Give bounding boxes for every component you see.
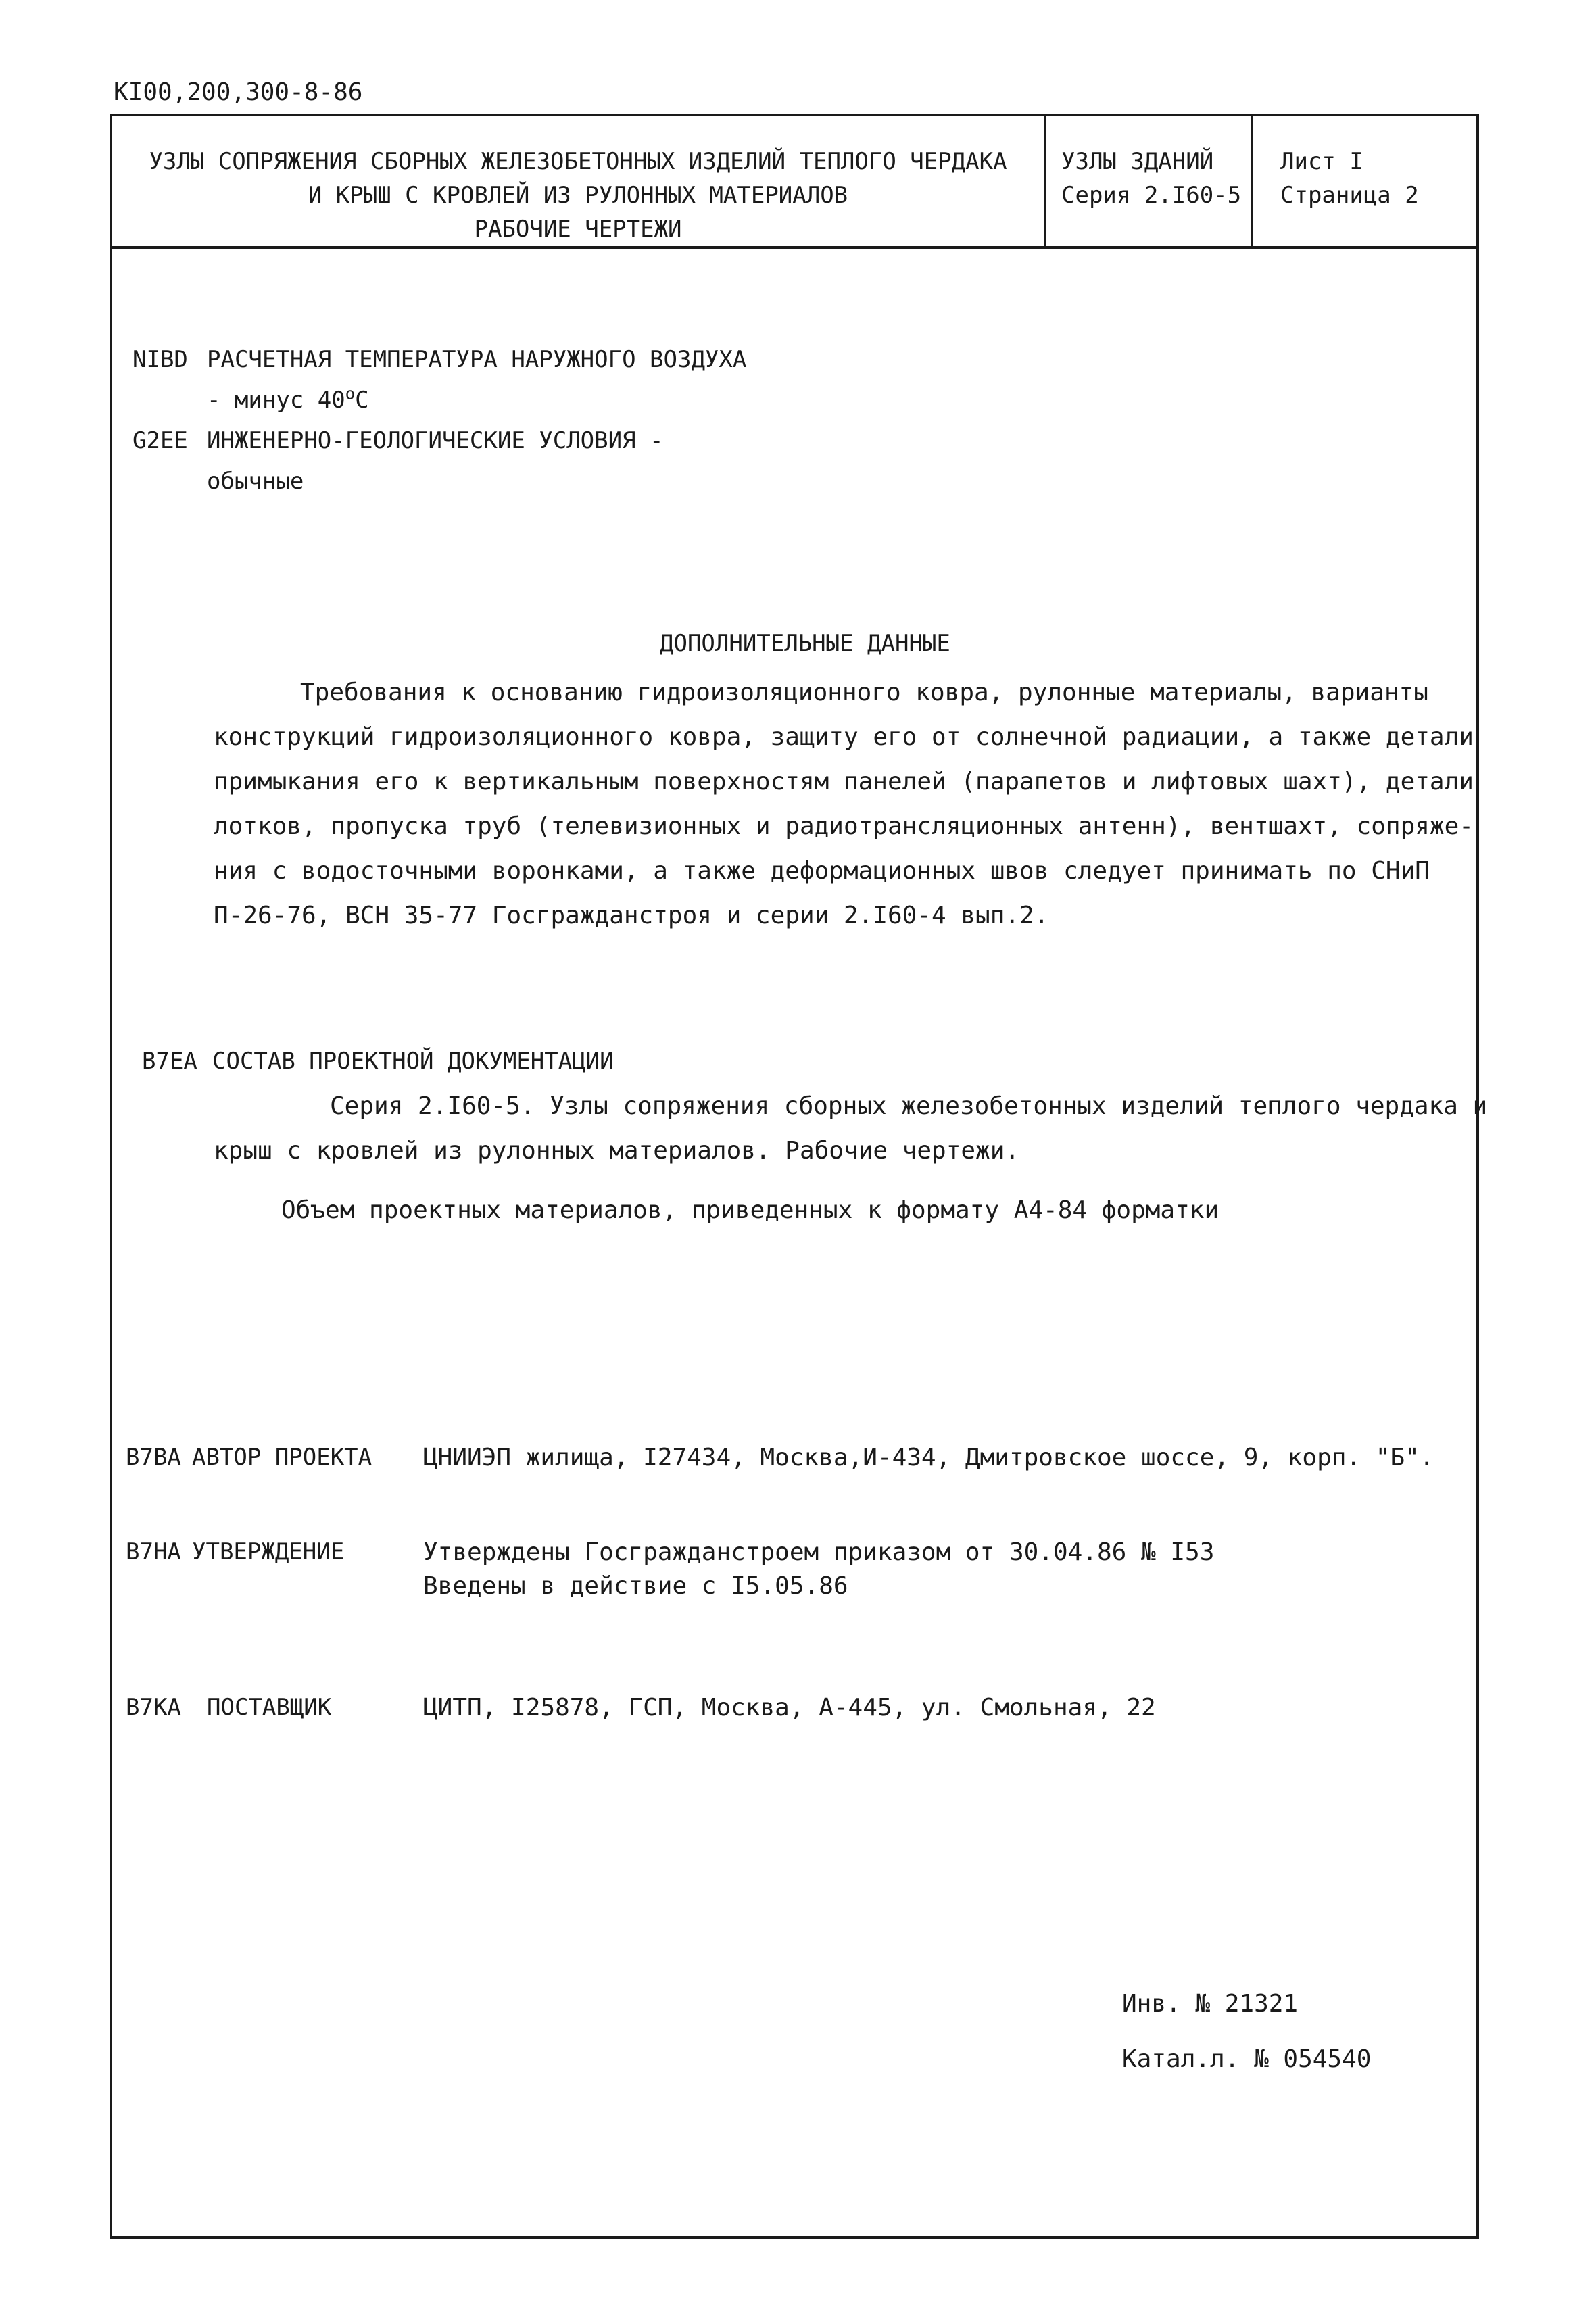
additional-heading: ДОПОЛНИТЕЛЬНЫЕ ДАННЫЕ (660, 630, 950, 657)
inventory-number: Инв. № 21321 (1122, 1990, 1299, 2018)
series-line: Серия 2.I60-5 (1061, 182, 1242, 209)
document-code: КI00,200,300-8-86 (114, 78, 363, 106)
additional-line: Требования к основанию гидроизоляционного ковра, рулонные материалы, варианты (300, 679, 1428, 706)
approval-code: B7HA (126, 1538, 181, 1565)
approval-line: Введены в действие с I5.05.86 (423, 1572, 848, 1600)
composition-code: B7EA (142, 1048, 197, 1075)
climate-label: РАСЧЕТНАЯ ТЕМПЕРАТУРА НАРУЖНОГО ВОЗДУХА (207, 346, 747, 373)
composition-line: Серия 2.I60-5. Узлы сопряжения сборных железобетонных изделий теплого чердака и (330, 1092, 1488, 1120)
title-block (112, 116, 1476, 249)
additional-line: примыкания его к вертикальным поверхностям панелей (парапетов и лифтовых шахт), детали (214, 768, 1474, 796)
geology-label: ИНЖЕНЕРНО-ГЕОЛОГИЧЕСКИЕ УСЛОВИЯ - (207, 427, 664, 454)
climate-value (207, 384, 369, 414)
approval-label: УТВЕРЖДЕНИЕ (192, 1538, 345, 1565)
author-value: ЦНИИЭП жилища, I27434, Москва,И-434, Дмитровское шоссе, 9, корп. "Б". (423, 1444, 1434, 1471)
sheet-number: Лист I (1280, 148, 1363, 175)
catalog-number: Катал.л. № 054540 (1122, 2045, 1372, 2073)
approval-line: Утверждены Госгражданстроем приказом от 30.04.86 № I53 (423, 1538, 1215, 1566)
additional-line: П-26-76, ВСН 35-77 Госгражданстроя и серии 2.I60-4 вып.2. (214, 902, 1049, 929)
climate-value-prefix: - минус 40 (207, 387, 345, 414)
author-label: АВТОР ПРОЕКТА (192, 1444, 372, 1471)
additional-line: лотков, пропуска труб (телевизионных и радиотрансляционных антенн), вентшахт, сопряже- (214, 812, 1474, 840)
climate-code: NIBD (132, 346, 188, 373)
title-line: РАБОЧИЕ ЧЕРТЕЖИ (474, 216, 682, 243)
title-block-category (1046, 116, 1253, 246)
page-number: Страница 2 (1280, 182, 1419, 209)
additional-line: конструкций гидроизоляционного ковра, защиту его от солнечной радиации, а также детали (214, 723, 1474, 751)
supplier-code: B7KA (126, 1694, 181, 1721)
supplier-label: ПОСТАВЩИК (207, 1694, 332, 1721)
geology-value: обычные (207, 468, 304, 495)
composition-volume: Объем проектных материалов, приведенных к формату А4-84 форматки (281, 1196, 1219, 1224)
title-block-title (112, 116, 1046, 246)
title-block-sheet (1253, 116, 1476, 246)
title-line: УЗЛЫ СОПРЯЖЕНИЯ СБОРНЫХ ЖЕЛЕЗОБЕТОННЫХ ИЗДЕЛИЙ ТЕПЛОГО ЧЕРДАКА (149, 148, 1007, 175)
title-line: И КРЫШ С КРОВЛЕЙ ИЗ РУЛОННЫХ МАТЕРИАЛОВ (308, 182, 848, 209)
composition-line: крыш с кровлей из рулонных материалов. Рабочие чертежи. (214, 1137, 1020, 1165)
author-code: B7BA (126, 1444, 181, 1471)
degree-sign: о (345, 384, 356, 404)
geology-code: G2EE (132, 427, 188, 454)
supplier-value: ЦИТП, I25878, ГСП, Москва, А-445, ул. Смольная, 22 (423, 1694, 1156, 1722)
additional-line: ния с водосточными воронками, а также деформационных швов следует принимать по СНиП (214, 857, 1430, 885)
composition-heading: СОСТАВ ПРОЕКТНОЙ ДОКУМЕНТАЦИИ (212, 1048, 614, 1075)
page-frame (110, 114, 1488, 2239)
category-line: УЗЛЫ ЗДАНИЙ (1061, 148, 1214, 175)
climate-value-suffix: С (355, 387, 369, 414)
